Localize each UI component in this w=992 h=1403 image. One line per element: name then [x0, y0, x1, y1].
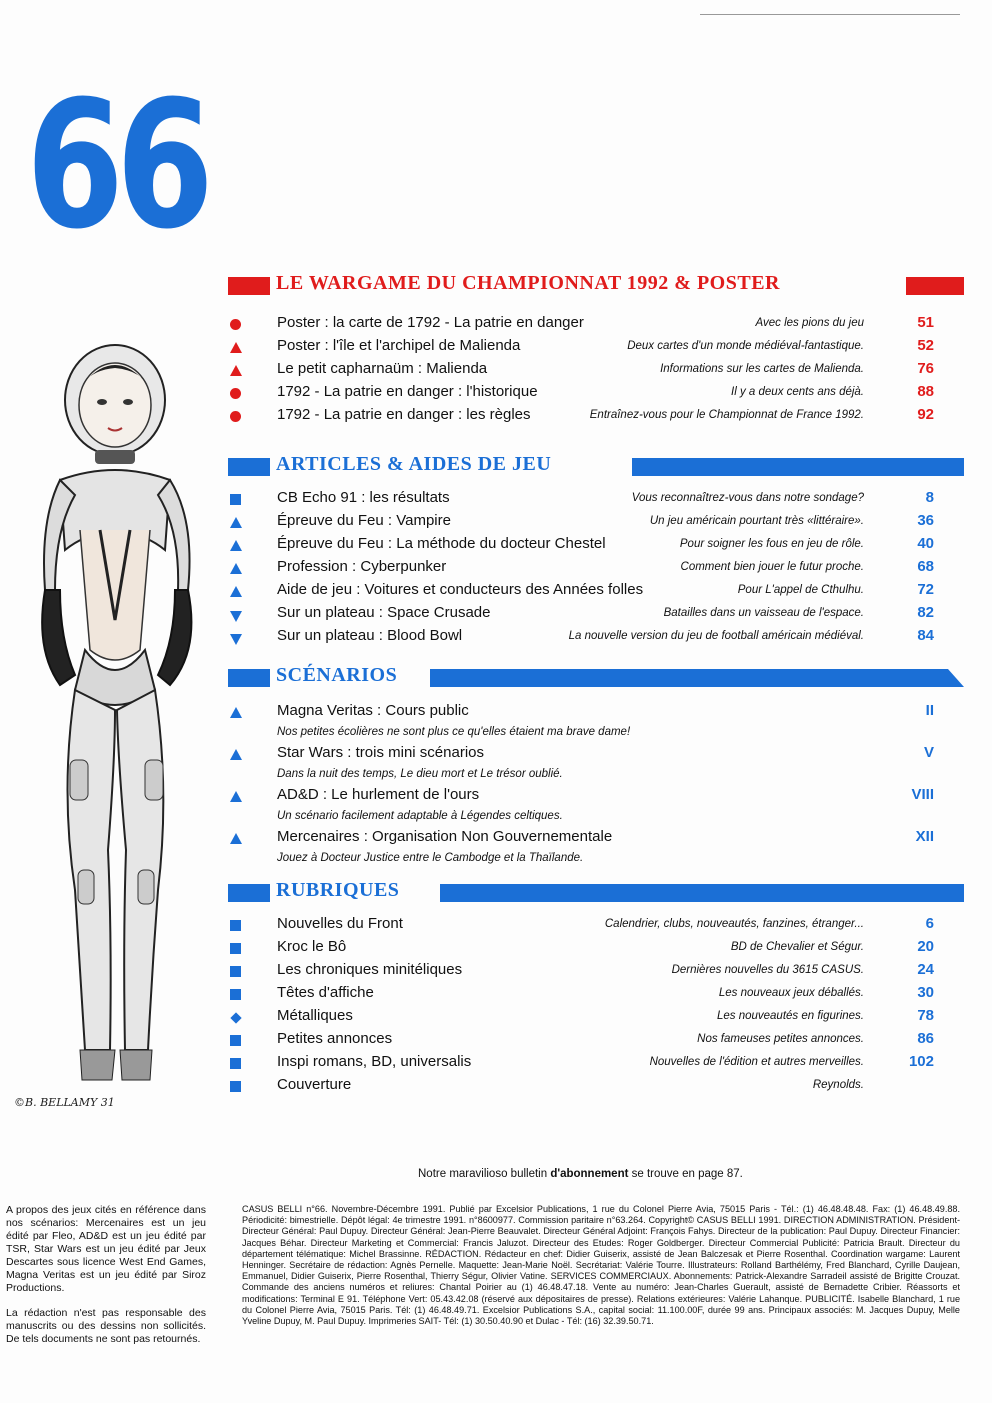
toc-entry[interactable]	[228, 938, 964, 961]
entry-title: Magna Veritas : Cours public	[277, 702, 469, 719]
entry-title: 1792 - La patrie en danger : les règles	[277, 406, 531, 423]
section-color-block	[228, 669, 270, 687]
section-header	[228, 455, 964, 479]
entry-title: Épreuve du Feu : La méthode du docteur Chestel	[277, 535, 606, 552]
entry-page: 86	[917, 1030, 934, 1047]
toc-entry[interactable]	[228, 1030, 964, 1053]
illustrator-signature: ©B. BELLAMY 31	[14, 1096, 115, 1109]
section-color-block	[228, 884, 270, 902]
entry-subtitle	[228, 765, 964, 786]
entry-page: 30	[917, 984, 934, 1001]
entry-description: Un scénario facilement adaptable à Légendes celtiques.	[277, 810, 563, 822]
entry-title: Métalliques	[277, 1007, 353, 1024]
triangle-down-bullet-icon	[230, 611, 242, 622]
entry-description: La nouvelle version du jeu de football américain médiéval.	[568, 630, 864, 642]
issue-number: 66	[26, 63, 206, 268]
entry-description: Batailles dans un vaisseau de l'espace.	[663, 607, 864, 619]
toc-entry[interactable]	[228, 1053, 964, 1076]
section-header	[228, 666, 964, 690]
entry-title: Profession : Cyberpunker	[277, 558, 447, 575]
triangle-bullet-icon	[230, 365, 242, 376]
entry-description: Les nouveaux jeux déballés.	[718, 987, 864, 999]
subscription-link[interactable]: d'abonnement	[550, 1168, 629, 1180]
entry-title: 1792 - La patrie en danger : l'historique	[277, 383, 538, 400]
game-references: A propos des jeux cités en référence dans nos scénarios: Mercenaires est un jeu édité par Fleo, AD&D est un jeu édité par TSR, Star Wars est un jeu édité par Jeux Descartes sous licence West End Games, Magna Veritas est un jeu édité par Siroz Productions.	[6, 1204, 206, 1294]
triangle-bullet-icon	[230, 342, 242, 353]
entry-page: 52	[917, 337, 934, 354]
entry-page: 102	[908, 1053, 934, 1070]
entry-description: Nos petites écolières ne sont plus ce qu'elles étaient ma brave dame!	[277, 726, 631, 738]
section-title: RUBRIQUES	[276, 879, 400, 901]
top-rule	[700, 14, 960, 15]
entry-title: Inspi romans, BD, universalis	[277, 1053, 472, 1070]
entry-title: Kroc le Bô	[277, 938, 347, 955]
toc-entry[interactable]	[228, 581, 964, 604]
triangle-down-bullet-icon	[230, 634, 242, 645]
toc-entry[interactable]	[228, 360, 964, 383]
section-color-bar	[906, 277, 964, 295]
section-rubriques	[228, 881, 964, 1099]
section-scenarios	[228, 666, 964, 870]
section-articles	[228, 455, 964, 650]
entry-subtitle	[228, 849, 964, 870]
section-color-bar	[632, 458, 964, 476]
entry-page: 68	[917, 558, 934, 575]
toc-entry[interactable]	[228, 627, 964, 650]
entry-title: CB Echo 91 : les résultats	[277, 489, 450, 506]
entry-title: Star Wars : trois mini scénarios	[277, 744, 484, 761]
toc-entry[interactable]	[228, 961, 964, 984]
editorial-disclaimer: La rédaction n'est pas responsable des manuscrits ou des dessins non sollicités. De tels documents ne sont pas retournés.	[6, 1307, 206, 1345]
section-title: ARTICLES & AIDES DE JEU	[276, 453, 552, 475]
square-bullet-icon	[230, 989, 241, 1000]
entry-description: Un jeu américain pourtant très «littéraire».	[649, 515, 864, 527]
entry-description: Calendrier, clubs, nouveautés, fanzines, étranger...	[604, 918, 864, 930]
entry-description: Deux cartes d'un monde médiéval-fantastique.	[627, 340, 864, 352]
square-bullet-icon	[230, 494, 241, 505]
toc-entry[interactable]	[228, 314, 964, 337]
toc-entry[interactable]	[228, 383, 964, 406]
entry-page: 36	[917, 512, 934, 529]
entry-page: V	[923, 744, 934, 761]
entry-title: AD&D : Le hurlement de l'ours	[277, 786, 480, 803]
entry-subtitle	[228, 723, 964, 744]
section-wargame	[228, 274, 964, 429]
entry-description: Avec les pions du jeu	[755, 317, 864, 329]
toc-entry[interactable]	[228, 558, 964, 581]
square-bullet-icon	[230, 1081, 241, 1092]
entry-title: Mercenaires : Organisation Non Gouvernementale	[277, 828, 613, 845]
triangle-bullet-icon	[230, 791, 242, 802]
toc-entry[interactable]	[228, 1076, 964, 1099]
entry-title: Sur un plateau : Space Crusade	[277, 604, 491, 621]
astronaut-illustration	[20, 290, 210, 1090]
entry-description: Jouez à Docteur Justice entre le Cambodge et la Thaïlande.	[277, 852, 584, 864]
entry-description: Les nouveautés en figurines.	[716, 1010, 864, 1022]
triangle-bullet-icon	[230, 749, 242, 760]
entry-page: 8	[925, 489, 934, 506]
entry-title: Sur un plateau : Blood Bowl	[277, 627, 463, 644]
entry-description: Nouvelles de l'édition et autres merveilles.	[649, 1056, 864, 1068]
toc-entry[interactable]	[228, 915, 964, 938]
entry-description: Entraînez-vous pour le Championnat de France 1992.	[589, 409, 864, 421]
entry-page: 82	[917, 604, 934, 621]
square-bullet-icon	[230, 1058, 241, 1069]
square-bullet-icon	[230, 966, 241, 977]
section-color-block	[228, 458, 270, 476]
toc-entry[interactable]	[228, 337, 964, 360]
section-title: LE WARGAME DU CHAMPIONNAT 1992 & POSTER	[276, 272, 780, 294]
toc-entry[interactable]	[228, 1007, 964, 1030]
entry-description: Comment bien jouer le futur proche.	[680, 561, 864, 573]
toc-entry[interactable]	[228, 702, 964, 723]
entry-title: Couverture	[277, 1076, 352, 1093]
entry-title: Petites annonces	[277, 1030, 393, 1047]
entry-description: Dans la nuit des temps, Le dieu mort et Le trésor oublié.	[277, 768, 563, 780]
entry-page: 20	[917, 938, 934, 955]
toc-entry[interactable]	[228, 828, 964, 849]
entry-title: Nouvelles du Front	[277, 915, 403, 932]
entry-page: VIII	[911, 786, 934, 803]
entry-description: Pour soigner les fous en jeu de rôle.	[679, 538, 864, 550]
entry-subtitle	[228, 807, 964, 828]
section-color-block	[228, 277, 270, 295]
subscription-note	[418, 1168, 743, 1180]
entry-title: Poster : la carte de 1792 - La patrie en danger	[277, 314, 584, 331]
subscription-text-before: Notre maravilioso bulletin	[418, 1168, 551, 1180]
game-references-notes	[6, 1204, 206, 1358]
toc-entry[interactable]	[228, 984, 964, 1007]
entry-description: Reynolds.	[812, 1079, 864, 1091]
entry-page: 51	[917, 314, 934, 331]
entry-description: Nos fameuses petites annonces.	[697, 1033, 864, 1045]
square-bullet-icon	[230, 920, 241, 931]
entry-page: 78	[917, 1007, 934, 1024]
entry-description: Dernières nouvelles du 3615 CASUS.	[671, 964, 864, 976]
toc-entry[interactable]	[228, 406, 964, 429]
triangle-bullet-icon	[230, 586, 242, 597]
entry-page: 24	[917, 961, 934, 978]
entry-page: 88	[917, 383, 934, 400]
entry-page: 40	[917, 535, 934, 552]
entry-title: Têtes d'affiche	[277, 984, 374, 1001]
diamond-bullet-icon	[230, 1012, 241, 1023]
entry-description: BD de Chevalier et Ségur.	[730, 941, 864, 953]
toc-entry[interactable]	[228, 744, 964, 765]
section-title: SCÉNARIOS	[276, 664, 398, 686]
entry-title: Poster : l'île et l'archipel de Malienda	[277, 337, 521, 354]
section-header	[228, 274, 964, 298]
triangle-bullet-icon	[230, 833, 242, 844]
dot-bullet-icon	[230, 388, 241, 399]
triangle-bullet-icon	[230, 540, 242, 551]
entry-page: II	[925, 702, 934, 719]
entry-title: Les chroniques minitéliques	[277, 961, 463, 978]
section-header	[228, 881, 964, 905]
dot-bullet-icon	[230, 411, 241, 422]
entry-page: XII	[915, 828, 934, 845]
entry-description: Vous reconnaîtrez-vous dans notre sondage?	[631, 492, 864, 504]
entry-page: 76	[917, 360, 934, 377]
section-color-bar	[430, 669, 964, 687]
dot-bullet-icon	[230, 319, 241, 330]
triangle-bullet-icon	[230, 707, 242, 718]
publication-credits: CASUS BELLI n°66. Novembre-Décembre 1991. Publié par Excelsior Publications, 1 rue du Colonel Pierre Avia, 75015 Paris - Tél.: (1) 46.48.48.48. Fax: (1) 46.48.49.88. Périodicité: bimestrielle. Dépôt légal: 4e trimestre 1991. n°8600977. Commission paritaire n°63.264. Copyright© CASUS BELLI 1991. DIRECTION ADMINISTRATION. Président-Directeur Général: Paul Dupuy. Directeur Général: Jean-Pierre Beauvalet. Directeur Général Adjoint: François Fahys. Directeur de la publication: Paul Dupuy. Directeur Financier: Jacques Béhar. Directeur Marketing et Commercial: Francis Jaluzot. Directeur des Etudes: Roger Goldberger. Directeur Commercial Publicité: Patricia Brault. Directeur du département télématique: Michel Brassinne. RÉDACTION. Rédacteur en chef: Didier Guiserix, assisté de Jean Balczesak et Pierre Rosenthal. Coordination wargame: Laurent Henninger. Secrétaire de rédaction: Agnès Pernelle. Maquette: Jean-Marie Noël. Secrétariat: Valérie Tourre. Illustrateurs: Rolland Barthélémy, Fred Blanchard, Cyrille Daujean, Emmanuel, Didier Guiserix, Pierre Rosenthal, Thierry Ségur, Olivier Vatine. SERVICES COMMERCIAUX. Abonnements: Patrick-Alexandre Sarradeil assisté de Brigitte Crouzat. Commande des anciens numéros et reliures: Chantal Poirier au (1) 46.48.47.18. Vente au numéro: Jean-Charles Guerault, assisté de Bernadette Cribier. Réassorts et modifications: Terminal E 91. Téléphone Vert: 05.43.42.08 (réservé aux dépositaires de presse). Relations extérieures: Valérie Lahanque. PUBLICITÉ. Isabelle Blanchard, 1 rue du Colonel Pierre Avia, 75015 Paris. Tél: (1) 46.48.49.71. Excelsior Publications S.A., capital social: 11.100.00F, durée 99 ans. Principaux associés: M. Jacques Dupuy, Melle Yveline Dupuy, M. Paul Dupuy. Imprimeries SAIT- Tél: (1) 30.50.40.90 et Dulac - Tél: (16) 32.39.50.71.	[242, 1204, 960, 1327]
entry-page: 84	[917, 627, 934, 644]
section-color-bar	[440, 884, 964, 902]
entry-title: Aide de jeu : Voitures et conducteurs des Années folles	[277, 581, 644, 598]
toc-entry[interactable]	[228, 512, 964, 535]
entry-description: Informations sur les cartes de Malienda.	[660, 363, 864, 375]
entry-description: Il y a deux cents ans déjà.	[731, 386, 864, 398]
triangle-bullet-icon	[230, 563, 242, 574]
subscription-text-after: se trouve en page 87.	[628, 1168, 743, 1180]
entry-title: Épreuve du Feu : Vampire	[277, 512, 451, 529]
entry-page: 6	[925, 915, 934, 932]
toc-entry[interactable]	[228, 489, 964, 512]
square-bullet-icon	[230, 1035, 241, 1046]
square-bullet-icon	[230, 943, 241, 954]
entry-title: Le petit capharnaüm : Malienda	[277, 360, 488, 377]
triangle-bullet-icon	[230, 517, 242, 528]
entry-description: Pour L'appel de Cthulhu.	[737, 584, 864, 596]
toc-entry[interactable]	[228, 535, 964, 558]
entry-page: 92	[917, 406, 934, 423]
toc-entry[interactable]	[228, 604, 964, 627]
toc-entry[interactable]	[228, 786, 964, 807]
entry-page: 72	[917, 581, 934, 598]
